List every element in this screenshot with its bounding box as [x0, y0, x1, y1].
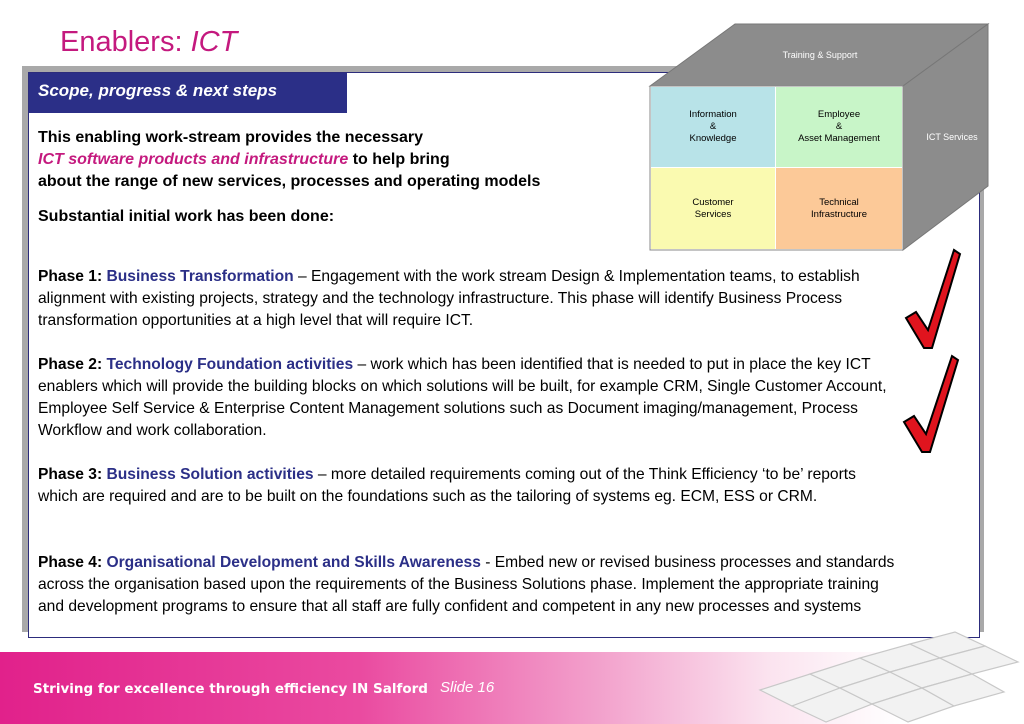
- cell-information-knowledge: Information & Knowledge: [651, 87, 775, 167]
- slide-title: [60, 26, 237, 59]
- checkmark-icon: [898, 352, 960, 456]
- phase-text: - Embed new or revised business processes and standards across the organisation based upon the requirements of the Business Solutions phase. Implement the appropriate training and development programs to ensure that all staff are fully confident and competent in any new processes and systems: [38, 554, 895, 615]
- phase-label: Phase 3:: [38, 466, 107, 483]
- intro-text: [38, 127, 658, 193]
- intro-line2-rest: to help bring: [348, 151, 450, 168]
- intro-line1: This enabling work-stream provides the necessary: [38, 129, 424, 146]
- phase-name: Organisational Development and Skills Awareness: [106, 554, 481, 571]
- phase-label: Phase 1:: [38, 268, 107, 285]
- phase-1: [38, 266, 898, 332]
- cell-technical-infrastructure: Technical Infrastructure: [776, 168, 902, 249]
- phase-name: Business Transformation: [106, 268, 294, 285]
- intro-highlight: ICT software products and infrastructure: [38, 151, 349, 168]
- cube-top-label: Training & Support: [782, 50, 858, 60]
- scope-header: Scope, progress & next steps: [29, 73, 347, 113]
- slide-number: Slide 16: [440, 679, 495, 696]
- phase-name: Technology Foundation activities: [106, 356, 354, 373]
- phase-text: – work which has been identified that is needed to put in place the key ICT enablers which will provide the building blocks on which solutions will be built, for example CRM, Single Customer Account, Employee Self Service & Enterprise Content Management solutions such as Document imaging/management, Process Workflow and work collaboration.: [38, 356, 887, 439]
- intro-done: Substantial initial work has been done:: [38, 208, 335, 225]
- phase-4: [38, 552, 898, 618]
- cube-side-label: ICT Services: [926, 132, 978, 142]
- ict-cube-diagram: [640, 20, 1000, 260]
- phase-text: – Engagement with the work stream Design & Implementation teams, to establish alignment with existing projects, strategy and the technology infrastructure. This phase will identify Business Process transformation opportunities at a high level that will require ICT.: [38, 268, 860, 329]
- title-italic: ICT: [190, 26, 238, 58]
- phase-2: [38, 354, 898, 442]
- cell-employee-asset: Employee & Asset Management: [776, 87, 902, 167]
- cell-customer-services: Customer Services: [651, 168, 775, 249]
- puzzle-pieces-image: [740, 630, 1024, 724]
- phase-name: Business Solution activities: [106, 466, 314, 483]
- phase-text: – more detailed requirements coming out of the Think Efficiency ‘to be’ reports which are required and are to be built on the foundations such as the tailoring of systems eg. ECM, ESS or CRM.: [38, 466, 856, 505]
- checkmark-icon: [900, 246, 962, 352]
- phase-3: [38, 464, 898, 508]
- intro-line2: [38, 149, 658, 171]
- phase-label: Phase 4:: [38, 554, 107, 571]
- phase-label: Phase 2:: [38, 356, 107, 373]
- title-main: Enablers:: [60, 26, 191, 58]
- footer-tagline: Striving for excellence through efficiency IN Salford: [33, 681, 428, 697]
- intro-line3: about the range of new services, processes and operating models: [38, 173, 541, 190]
